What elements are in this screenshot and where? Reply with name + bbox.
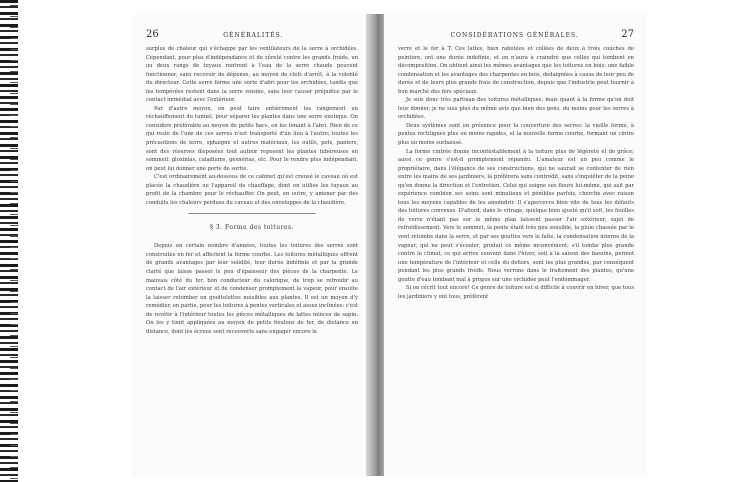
paragraph: Deux systèmes sont en présence pour la couverture des serres: la vieille forme, à pentes rectilignes plus ou moins rapides, et la nouvelle forme courbe, formant un cintre plus ou moins surbaissé. <box>398 122 634 147</box>
right-page-header <box>398 30 634 41</box>
paragraph: C'est ordinairement au-dessous de ce cabinet qu'est creusé le caveau où est placée la chaudière ou l'appareil de chauffage, dont on utilise les tuyaux au profit de la chambre pour le réchauffer. On peut, en outre, y amener par des conduits les chaleurs perdues du caveau et des enveloppes de la chaudière. <box>146 174 358 206</box>
paragraph: Par d'autre moyen, on peut faire entièrement les rangement un réchauffement du tunnel, pour séparer les plantes dans une serre exotique. On considère préférable au moyen de petits bacs, en les tenant à l'abri. Rien de ce qui reste de l'une de ces serres n'est transporté d'un lieu à l'autre; toutes les précautions de terre, sphaigne et autres matériaux, les outils, pots, paniers, sont des réserves disposées tout autour reposent les plantes tubéreuses en sommeil: gloxinias, caladiums, gesnérias, etc. Pour le rendre plus indépendant, on peut lui donner une porte de sortie. <box>146 105 358 172</box>
left-page-header <box>146 30 358 41</box>
paragraph: surplus de chaleur qui s'échappe par les ventilateurs de la serre à orchidées. Cependant, pour plus d'indépendance et de sûreté contre les grands froids, un ou deux rangs de tuyaux rentrent à l'eau de la serre chaude peuvent fonctionner, sans recevoir de dépense, au moyen de clefs d'arrêt, à la volonté du directeur. Cette serre forme une sorte d'abri pour les orchidées, tandis que les tempérées restent dans la serre voisine, sans leur causer préjudice par le contact immédiat avec l'extérieur. <box>146 46 358 104</box>
section-heading: § 3. Forme des toitures. <box>209 224 294 232</box>
paragraph: Si on récrit tout encore! Ce genre de toiture est si difficile à couvrir en hiver, que tous les jardiniers y ont tous, préfèrent <box>398 285 634 300</box>
paragraph: Depuis un certain nombre d'années, toutes les toitures des serres sont construites en fer et affectent la forme courbe. Les toitures métalliques offrent de grands avantages par leur solidité, leur durée indéfinie et par la grande clarté que laisse passer le peu d'épaisseur des pièces de la charpente. Le mauvais côté du fer, bon conducteur du calorique, de trop se refroidir au contact de l'air extérieur et de condenser promptement la vapeur, pour ensuite la laisser retomber en gouttelettes nuisibles aux plantes. Il est un moyen d'y remédier, en partie, pour les toitures à pentes verticales et assez inclinées: c'est de revêtir à l'intérieur toutes les pièces métalliques de lattes minces de sapin. On les y tient appliquées au moyen de petits boulons de fer, de distance en distance, dont les écrous sont recouverts sans engager encore le <box>146 243 358 335</box>
right-page <box>384 14 646 476</box>
left-running-head: GÉNÉRALITÉS. <box>223 32 284 39</box>
section-divider <box>188 213 315 214</box>
left-page-number: 26 <box>146 29 159 40</box>
right-running-head: CONSIDÉRATIONS GÉNÉRALES. <box>450 32 579 39</box>
left-page <box>132 14 370 476</box>
paragraph: verre et le fer à T. Ces lattes, bien rabotées et collées de deux à trois couches de peinture, ont une durée indéfinie, et on n'aura à craindre que celles qui tombent en décomposition. On obtient ainsi les mêmes avantages que les toitures en bois: une faible condensation et les avantages des charpentes en bois, dédaignées à cause de leur peu de durée et de leurs plus grands frais de construction, depuis que l'industrie peut fournir à bon marché des fers spéciaux. <box>398 46 634 95</box>
right-page-number: 27 <box>621 29 634 40</box>
torn-page-edge <box>0 0 18 482</box>
paragraph: Je suis donc très partisan des toitures métalliques; mais quant à la forme qu'on doit leur donner, je ne suis plus du même avis que bien des gens, du moins pour les serres à orchidées. <box>398 97 634 121</box>
paragraph: La forme cintrée donne incontestablement à la toiture plus de légèreté et de grâce; aussi ce genre s'est-il promptement répandu. L'amateur est un peu comme le propriétaire, dans l'élégance de ses constructions, qui ne saurait se contenter de rien entre les mains de ses jardiniers, la préférera sans contredit, sans s'inquiéter de la peine qu'en donne la direction et l'entretien. Celui qui soigne ses fleurs lui-même, qui sait par expérience combien ses soins sont minutieux et pénibles parfois, cherche avec raison tous les moyens capables de les amoindrir. Il s'apercevra bien vite de tous les défauts des toitures convexes. D'abord, dans le vitrage, quelque bien ajusté qu'il soit, les feuilles de verre n'étant pas sur le même plan laissent passer l'air extérieur, sujet de refroidissement. Vers le sommet, la pente étant très peu sensible, la pluie chassée par le vent retombe dans la serre, et par ses gouttes vers le faîte, la condensation interne de la vapeur, qui ne peut s'écouler, produit ce même inconvénient; s'il tombe plus grande contre le climat, ce qui arrive souvent dans l'hiver, soit à la saison des bassins, permet une température de l'intérieur et celle du dehors, sont les plus grandes, par conséquent pendant les plus grands froids. Nous verrons dans le traitement des plantes, qu'une goutte d'eau tombant mal à propos sur une orchidée peut l'endommager. <box>398 148 634 283</box>
